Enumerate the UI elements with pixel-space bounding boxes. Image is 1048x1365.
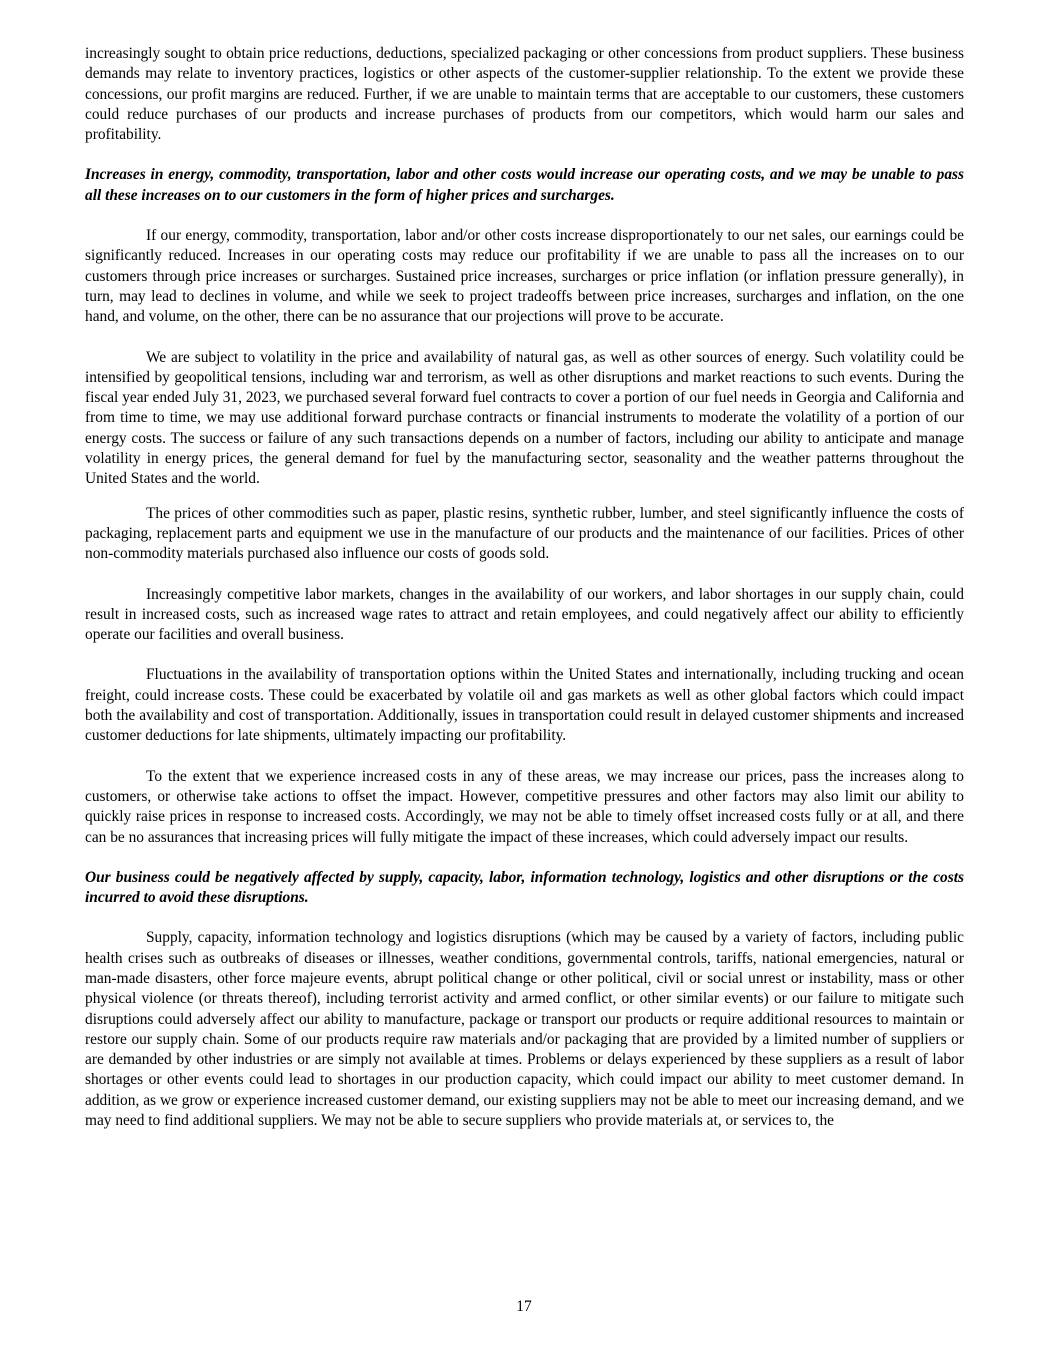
section-heading-costs: Increases in energy, commodity, transportation, labor and other costs would increase our operating costs, and we may be unable to pass all these increases on to our customers in the form of higher prices and surcharges. (85, 166, 964, 204)
paragraph-transportation: Fluctuations in the availability of transportation options within the United States and internationally, including trucking and ocean freight, could increase costs. These could be exacerbated by volatile oil and gas markets as well as other global factors which could impact both the availability and cost of transportation. Additionally, issues in transportation could result in delayed customer shipments and increased customer deductions for late shipments, ultimately impacting our profitability. (85, 666, 964, 745)
section-heading-disruptions: Our business could be negatively affected by supply, capacity, labor, information technology, logistics and other disruptions or the costs incurred to avoid these disruptions. (85, 868, 964, 907)
paragraph-cost-mitigation: To the extent that we experience increased costs in any of these areas, we may increase our prices, pass the increases along to customers, or otherwise take actions to offset the impact. However, competitive pressures and other factors may also limit our ability to quickly raise prices in response to increased costs. Accordingly, we may not be able to timely offset increased costs fully or at all, and there can be no assurances that increasing prices will fully mitigate the impact of these increases, which could adversely impact our results. (85, 767, 964, 846)
paragraph-labor-markets: Increasingly competitive labor markets, changes in the availability of our workers, and labor shortages in our supply chain, could result in increased costs, such as increased wage rates to attract and retain employees, and could negatively affect our ability to efficiently operate our facilities and overall business. (85, 585, 964, 644)
paragraph-energy-volatility: We are subject to volatility in the price and availability of natural gas, as well as other sources of energy. Such volatility could be intensified by geopolitical tensions, including war and terrorism, as well as other disruptions and market reactions to such events. During the fiscal year ended July 31, 2023, we purchased several forward fuel contracts to cover a portion of our fuel needs in Georgia and California and from time to time, we may use additional forward purchase contracts or financial instruments to moderate the volatility of a portion of our energy costs. The success or failure of any such transactions depends on a number of factors, including our ability to anticipate and manage volatility in energy prices, the general demand for fuel by the manufacturing sector, seasonality and the weather patterns throughout the United States and the world. (85, 348, 964, 488)
document-page (85, 44, 964, 1131)
paragraph-cost-increase: If our energy, commodity, transportation, labor and/or other costs increase disproportionately to our net sales, our earnings could be significantly reduced. Increases in our operating costs may reduce our profitability if we are unable to pass all the increases on to our customers through price increases or surcharges. Sustained price increases, surcharges or price inflation (or inflation pressure generally), in turn, may lead to declines in volume, and while we seek to project tradeoffs between price increases, surcharges and inflation, on the one hand, and volume, on the other, there can be no assurance that our projections will prove to be accurate. (85, 227, 964, 326)
page-number: 17 (516, 1298, 532, 1315)
paragraph-continuation: increasingly sought to obtain price reductions, deductions, specialized packaging or other concessions from product suppliers. These business demands may relate to inventory practices, logistics or other aspects of the customer-supplier relationship. To the extent we provide these concessions, our profit margins are reduced. Further, if we are unable to maintain terms that are acceptable to our customers, these customers could reduce purchases of our products and increase purchases of products from our competitors, which would harm our sales and profitability. (85, 45, 964, 144)
paragraph-commodities: The prices of other commodities such as paper, plastic resins, synthetic rubber, lumber, and steel significantly influence the costs of packaging, replacement parts and equipment we use in the manufacture of our products and the maintenance of our facilities. Prices of other non-commodity materials purchased also influence our costs of goods sold. (85, 504, 964, 563)
paragraph-supply-disruptions: Supply, capacity, information technology and logistics disruptions (which may be caused by a variety of factors, including public health crises such as outbreaks of diseases or illnesses, weather conditions, governmental controls, tariffs, national emergencies, natural or man-made disasters, other force majeure events, abrupt political change or other political, civil or social unrest or instability, mass or other physical violence (or threats thereof), including terrorist activity and armed conflict, or other similar events) or our failure to mitigate such disruptions could adversely affect our ability to manufacture, package or transport our products or require additional resources to maintain or restore our supply chain. Some of our products require raw materials and/or packaging that are provided by a limited number of suppliers or are demanded by other industries or are simply not available at times. Problems or delays experienced by these suppliers as a result of labor shortages or other events could lead to shortages in our production capacity, which could impact our ability to meet customer demand. In addition, as we grow or experience increased customer demand, our existing suppliers may not be able to meet our increasing demand, and we may need to find additional suppliers. We may not be able to secure suppliers who provide materials at, or services to, the (85, 929, 964, 1130)
